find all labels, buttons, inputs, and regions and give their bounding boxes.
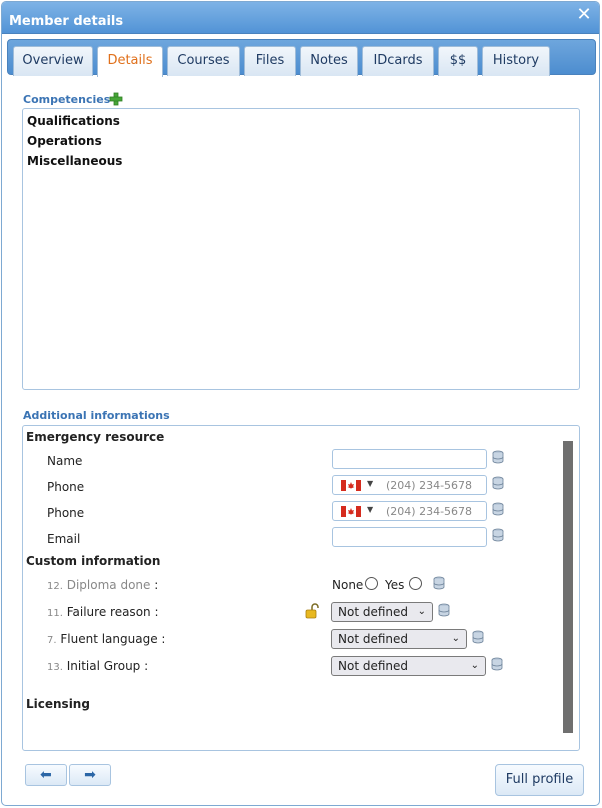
tab-history[interactable]: History	[482, 46, 550, 76]
database-icon[interactable]	[492, 528, 504, 542]
additional-informations-label: Additional informations	[23, 409, 170, 422]
failure-reason-select[interactable]	[331, 602, 433, 622]
tab-files[interactable]: Files	[244, 46, 296, 76]
email-input[interactable]	[332, 527, 487, 547]
previous-button[interactable]	[25, 764, 67, 786]
fluent-language-value: Not defined	[338, 632, 409, 646]
phone-placeholder-1: (204) 234-5678	[386, 479, 473, 492]
competencies-panel	[22, 108, 580, 390]
radio-none[interactable]	[365, 577, 378, 590]
scrollbar[interactable]	[563, 441, 573, 733]
chevron-down-icon[interactable]: ▼	[367, 479, 374, 488]
window-title: Member details	[9, 14, 124, 29]
diploma-done-label	[47, 578, 158, 592]
phone-placeholder-2: (204) 234-5678	[386, 505, 473, 518]
next-button[interactable]	[69, 764, 111, 786]
database-icon[interactable]	[491, 657, 503, 671]
field-colon: :	[154, 578, 159, 592]
unlocked-padlock-icon[interactable]	[305, 603, 319, 619]
title-bar	[2, 2, 599, 34]
database-icon[interactable]	[492, 476, 504, 490]
arrow-left-icon: ➡	[40, 767, 52, 783]
field-number: 11.	[47, 608, 63, 619]
field-label-text: Fluent language	[60, 632, 158, 646]
field-label-text: Diploma done	[66, 578, 151, 592]
phone-input-1[interactable]	[332, 475, 487, 495]
chevron-down-icon: ⌄	[470, 660, 479, 671]
failure-reason-value: Not defined	[338, 605, 409, 619]
field-number: 12.	[47, 581, 63, 592]
tab-overview[interactable]: Overview	[13, 46, 93, 76]
emergency-resource-title: Emergency resource	[26, 430, 165, 444]
tab-idcards[interactable]: IDcards	[362, 46, 434, 76]
field-number: 13.	[47, 662, 63, 673]
initial-group-select[interactable]	[331, 656, 486, 676]
arrow-right-icon: ➡	[84, 767, 96, 783]
competency-operations[interactable]: Operations	[27, 134, 102, 148]
competency-qualifications[interactable]: Qualifications	[27, 114, 120, 128]
email-label: Email	[47, 532, 81, 546]
canada-flag-icon[interactable]	[341, 506, 361, 517]
close-icon[interactable]: ✕	[576, 4, 592, 25]
database-icon[interactable]	[492, 450, 504, 464]
tab-money[interactable]: $$	[438, 46, 478, 76]
radio-yes-label: Yes	[385, 578, 405, 592]
name-input[interactable]	[332, 449, 487, 469]
canada-flag-icon[interactable]	[341, 480, 361, 491]
initial-group-label	[47, 659, 148, 673]
chevron-down-icon: ⌄	[451, 633, 460, 644]
field-colon: :	[161, 632, 166, 646]
fluent-language-label	[47, 632, 165, 646]
fluent-language-select[interactable]	[331, 629, 467, 649]
initial-group-value: Not defined	[338, 659, 409, 673]
competencies-label: Competencies	[23, 93, 111, 106]
tab-details[interactable]: Details	[97, 46, 163, 77]
full-profile-button[interactable]: Full profile	[495, 764, 584, 796]
custom-information-title: Custom information	[26, 554, 161, 568]
phone-label-1: Phone	[47, 480, 85, 494]
field-label-text: Failure reason	[66, 605, 151, 619]
chevron-down-icon: ⌄	[417, 606, 426, 617]
competency-miscellaneous[interactable]: Miscellaneous	[27, 154, 123, 168]
radio-yes[interactable]	[409, 577, 422, 590]
failure-reason-label	[47, 605, 159, 619]
phone-label-2: Phone	[47, 506, 85, 520]
database-icon[interactable]	[472, 630, 484, 644]
database-icon[interactable]	[438, 603, 450, 617]
database-icon[interactable]	[433, 576, 445, 590]
field-colon: :	[154, 605, 159, 619]
field-colon: :	[144, 659, 149, 673]
tab-bar	[7, 39, 596, 75]
tab-notes[interactable]: Notes	[300, 46, 358, 76]
licensing-title: Licensing	[26, 697, 90, 711]
tab-courses[interactable]: Courses	[167, 46, 240, 76]
database-icon[interactable]	[492, 502, 504, 516]
chevron-down-icon[interactable]: ▼	[367, 505, 374, 514]
name-label: Name	[47, 454, 83, 468]
plus-icon[interactable]	[109, 92, 123, 106]
phone-input-2[interactable]	[332, 501, 487, 521]
radio-none-label: None	[332, 578, 364, 592]
field-label-text: Initial Group	[66, 659, 141, 673]
field-number: 7.	[47, 635, 57, 646]
